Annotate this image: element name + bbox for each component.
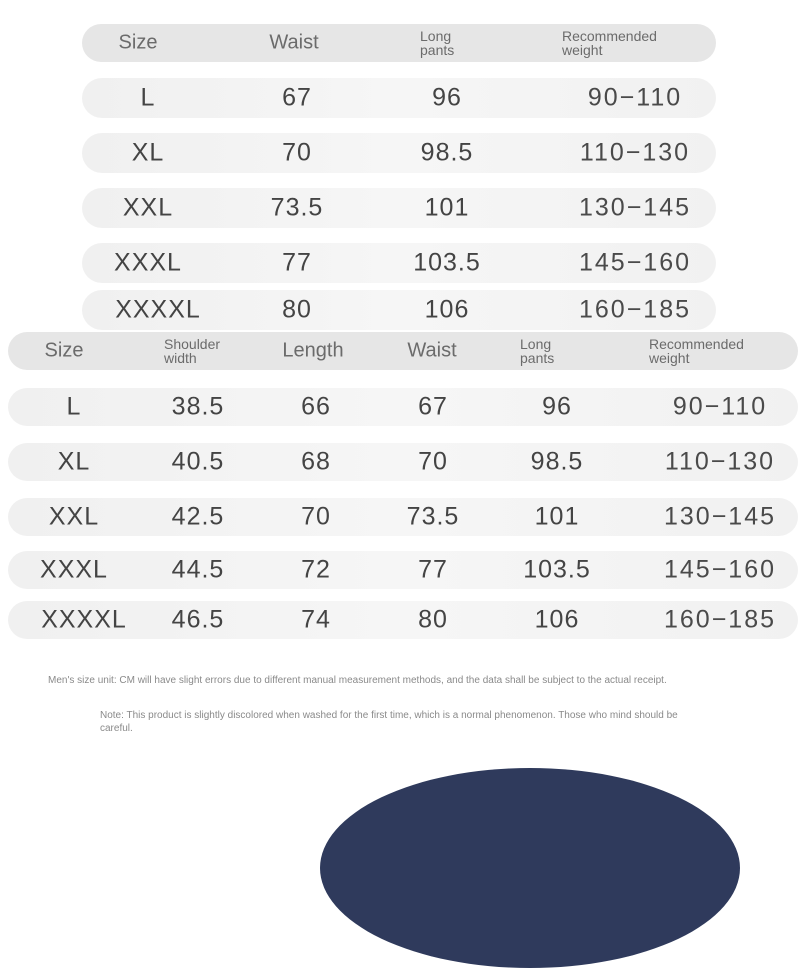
table2-header-size: Size — [44, 339, 84, 362]
table2-cell-waist: 77 — [418, 555, 448, 584]
table2-cell-shoulder-width: 44.5 — [171, 555, 225, 584]
table2-row — [8, 443, 798, 481]
table2-header-long-pants: Long pants — [520, 336, 555, 366]
table1-header-row — [82, 24, 716, 62]
table2-cell-length: 70 — [301, 502, 331, 531]
table2-cell-waist: 80 — [418, 605, 448, 634]
washing-note: Note: This product is slightly discolored when washed for the first time, which is a normal phenomenon. Those who mind should be careful. — [100, 710, 678, 734]
table1-cell-long-pants: 101 — [424, 193, 470, 222]
table2-cell-shoulder-width: 38.5 — [171, 392, 225, 421]
table2-cell-size: XXXL — [40, 555, 108, 584]
table2-cell-length: 66 — [301, 392, 331, 421]
decorative-navy-arc — [320, 768, 740, 968]
table2-cell-size: XL — [57, 447, 91, 476]
table2-row — [8, 498, 798, 536]
table2-header-shoulder-width: Shoulder width — [164, 336, 221, 366]
table2-cell-size: L — [66, 392, 82, 421]
table2-cell-size: XXXXL — [41, 605, 127, 634]
table2-cell-shoulder-width: 42.5 — [171, 502, 225, 531]
table1-cell-long-pants: 103.5 — [413, 248, 481, 277]
table2-cell-waist: 73.5 — [406, 502, 460, 531]
table2-cell-long-pants: 96 — [542, 392, 572, 421]
table2-cell-recommended-weight: 90−110 — [672, 392, 768, 421]
table2-cell-waist: 67 — [418, 392, 448, 421]
table1-row — [82, 188, 716, 228]
size-unit-note: Men's size unit: CM will have slight errors due to different manual measurement methods, and the data shall be subject to the actual receipt. — [48, 675, 667, 686]
table2-row — [8, 601, 798, 639]
table1-cell-waist: 70 — [282, 138, 312, 167]
table2-row — [8, 551, 798, 589]
table2-cell-shoulder-width: 40.5 — [171, 447, 225, 476]
table1-cell-long-pants: 106 — [424, 295, 470, 324]
table2-cell-length: 72 — [301, 555, 331, 584]
table1-cell-size: XXXL — [114, 248, 182, 277]
table1-row — [82, 290, 716, 330]
table1-cell-waist: 67 — [282, 83, 312, 112]
table1-row — [82, 133, 716, 173]
table1-cell-recommended-weight: 90−110 — [587, 83, 683, 112]
table2-cell-recommended-weight: 130−145 — [663, 502, 777, 531]
table2-cell-recommended-weight: 160−185 — [663, 605, 777, 634]
table1-cell-size: XXXXL — [115, 295, 201, 324]
table2-row — [8, 388, 798, 426]
table1-cell-size: XXL — [122, 193, 174, 222]
table1-cell-waist: 73.5 — [270, 193, 324, 222]
table1-header-size: Size — [118, 31, 158, 54]
table2-cell-long-pants: 98.5 — [530, 447, 584, 476]
table2-cell-long-pants: 106 — [534, 605, 580, 634]
table1-cell-recommended-weight: 110−130 — [579, 138, 691, 167]
table2-cell-long-pants: 101 — [534, 502, 580, 531]
table1-cell-long-pants: 98.5 — [420, 138, 474, 167]
table1-row — [82, 78, 716, 118]
table2-header-waist: Waist — [407, 339, 457, 362]
table2-cell-recommended-weight: 110−130 — [664, 447, 776, 476]
table1-cell-long-pants: 96 — [432, 83, 462, 112]
table1-cell-size: L — [140, 83, 156, 112]
table2-header-length: Length — [282, 339, 344, 362]
table2-cell-length: 74 — [301, 605, 331, 634]
table1-cell-waist: 77 — [282, 248, 312, 277]
table1-cell-size: XL — [131, 138, 165, 167]
table2-cell-waist: 70 — [418, 447, 448, 476]
table2-cell-size: XXL — [48, 502, 100, 531]
table2-header-row — [8, 332, 798, 370]
table2-cell-length: 68 — [301, 447, 331, 476]
table2-cell-recommended-weight: 145−160 — [663, 555, 777, 584]
table1-cell-recommended-weight: 145−160 — [578, 248, 692, 277]
table1-row — [82, 243, 716, 283]
table2-cell-shoulder-width: 46.5 — [171, 605, 225, 634]
table1-cell-waist: 80 — [282, 295, 312, 324]
table2-header-recommended-weight: Recommended weight — [649, 336, 744, 366]
table1-cell-recommended-weight: 160−185 — [578, 295, 692, 324]
table1-header-recommended-weight: Recommended weight — [562, 28, 657, 58]
table1-cell-recommended-weight: 130−145 — [578, 193, 692, 222]
table1-header-waist: Waist — [269, 31, 319, 54]
table1-header-long-pants: Long pants — [420, 28, 455, 58]
table2-cell-long-pants: 103.5 — [523, 555, 591, 584]
